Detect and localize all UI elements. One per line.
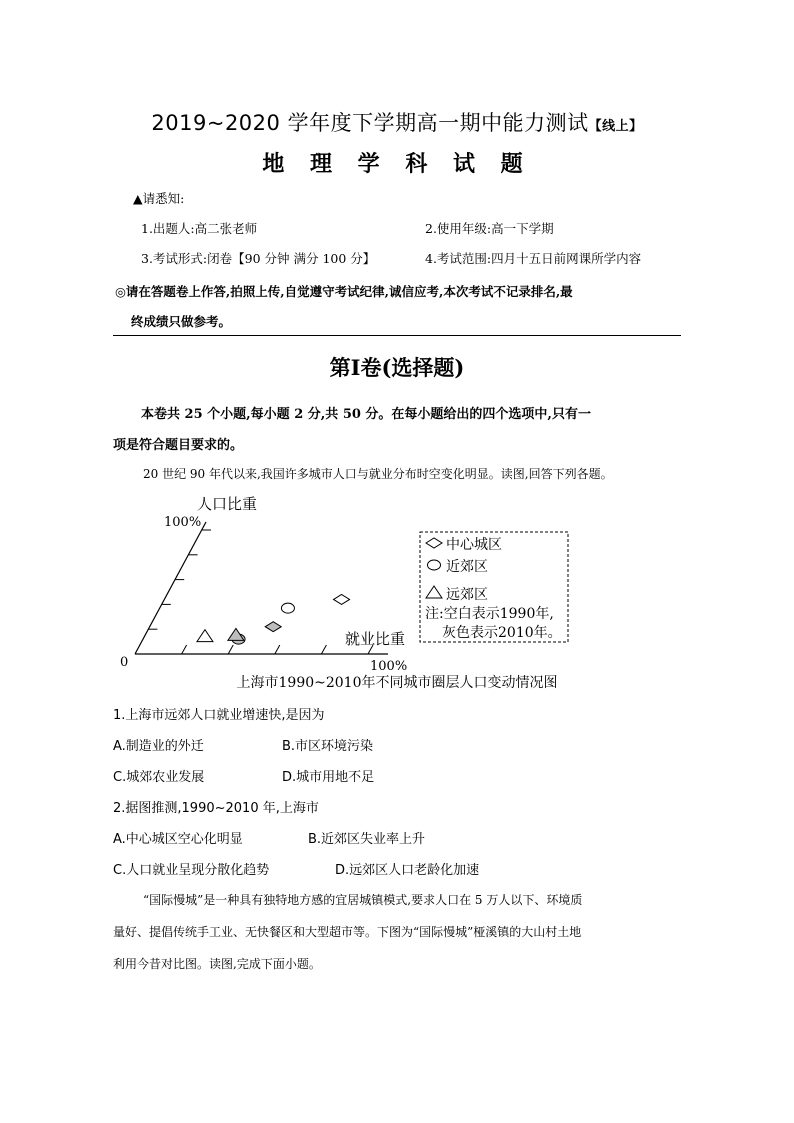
legend-label: 近郊区	[446, 559, 488, 575]
legend-note-line-1: 注:空白表示1990年,	[425, 606, 554, 622]
y-max-label: 100%	[164, 515, 202, 530]
legend-marker-triangle	[426, 586, 442, 598]
x-max-label: 100%	[370, 659, 408, 674]
passage-line-3: 利用今昔对比图。读图,完成下面小题。	[113, 957, 321, 971]
y-axis-label: 人口比重	[197, 495, 258, 513]
legend-marker-diamond	[426, 538, 442, 548]
notice-item-format: 3.考试形式:闭卷【90 分钟 满分 100 分】	[141, 251, 376, 266]
x-axis-tick	[182, 645, 187, 654]
warning-line-1: ◎请在答题卷上作答,拍照上传,自觉遵守考试纪律,诚信应考,本次考试不记录排名,最	[115, 284, 573, 299]
passage-line-2: 量好、提倡传统手工业、无快餐区和大型超市等。下图为“国际慢城”桠溪镇的大山村土地	[113, 925, 582, 939]
chart-title: 上海市1990~2010年不同城市圈层人口变动情况图	[236, 675, 558, 691]
divider	[113, 335, 681, 336]
legend-label: 远郊区	[446, 587, 488, 603]
instructions-line-1: 本卷共 25 个小题,每小题 2 分,共 50 分。在每小题给出的四个选项中,只有一	[141, 407, 591, 422]
question-1-stem: 1.上海市远郊人口就业增速快,是因为	[113, 708, 325, 723]
x-axis-tick	[275, 645, 280, 654]
notice-item-author: 1.出题人:高二张老师	[141, 221, 258, 236]
y-axis	[135, 522, 206, 654]
population-chart	[110, 490, 590, 690]
question-1-option-a[interactable]: A.制造业的外迁	[113, 739, 204, 754]
warning-line-2: 终成绩只做参考。	[131, 314, 232, 329]
question-1-option-c[interactable]: C.城郊农业发展	[113, 770, 205, 785]
notice-item-grade: 2.使用年级:高一下学期	[425, 221, 554, 236]
data-point-diamond-1990	[334, 594, 350, 604]
notice-heading: ▲请悉知:	[133, 191, 185, 206]
origin-label: 0	[120, 655, 129, 670]
notice-item-scope: 4.考试范围:四月十五日前网课所学内容	[425, 251, 642, 266]
legend-label: 中心城区	[446, 537, 502, 553]
data-point-triangle-1990	[197, 630, 213, 642]
section-title: 第Ⅰ卷(选择题)	[329, 355, 465, 380]
chart-root	[120, 495, 568, 674]
legend-marker-circle	[428, 560, 441, 570]
chart-intro: 20 世纪 90 年代以来,我国许多城市人口与就业分布时空变化明显。读图,回答下列各题。	[143, 467, 613, 481]
x-axis-tick	[228, 645, 233, 654]
exam-title-tag: 【线上】	[588, 119, 643, 134]
subject-title: 地 理 学 科 试 题	[262, 151, 532, 177]
data-point-circle-1990	[281, 603, 294, 613]
question-2-stem: 2.据图推测,1990~2010 年,上海市	[113, 801, 319, 816]
exam-title-text: 2019~2020 学年度下学期高一期中能力测试	[151, 111, 589, 135]
question-2-option-c[interactable]: C.人口就业呈现分散化趋势	[113, 863, 270, 878]
question-2-option-b[interactable]: B.近郊区失业率上升	[308, 832, 426, 847]
instructions-line-2: 项是符合题目要求的。	[113, 438, 244, 453]
passage-line-1: “国际慢城”是一种具有独特地方感的宜居城镇模式,要求人口在 5 万人以下、环境质	[143, 893, 583, 907]
question-2-option-d[interactable]: D.远郊区人口老龄化加速	[335, 863, 480, 878]
x-axis-tick	[321, 645, 326, 654]
x-axis-label: 就业比重	[345, 630, 406, 648]
question-2-option-a[interactable]: A.中心城区空心化明显	[113, 832, 243, 847]
data-point-diamond-2010	[265, 622, 281, 632]
question-1-option-b[interactable]: B.市区环境污染	[282, 739, 374, 754]
question-1-option-d[interactable]: D.城市用地不足	[282, 770, 375, 785]
legend-note-line-2: 灰色表示2010年。	[442, 625, 562, 641]
exam-title	[0, 107, 794, 137]
